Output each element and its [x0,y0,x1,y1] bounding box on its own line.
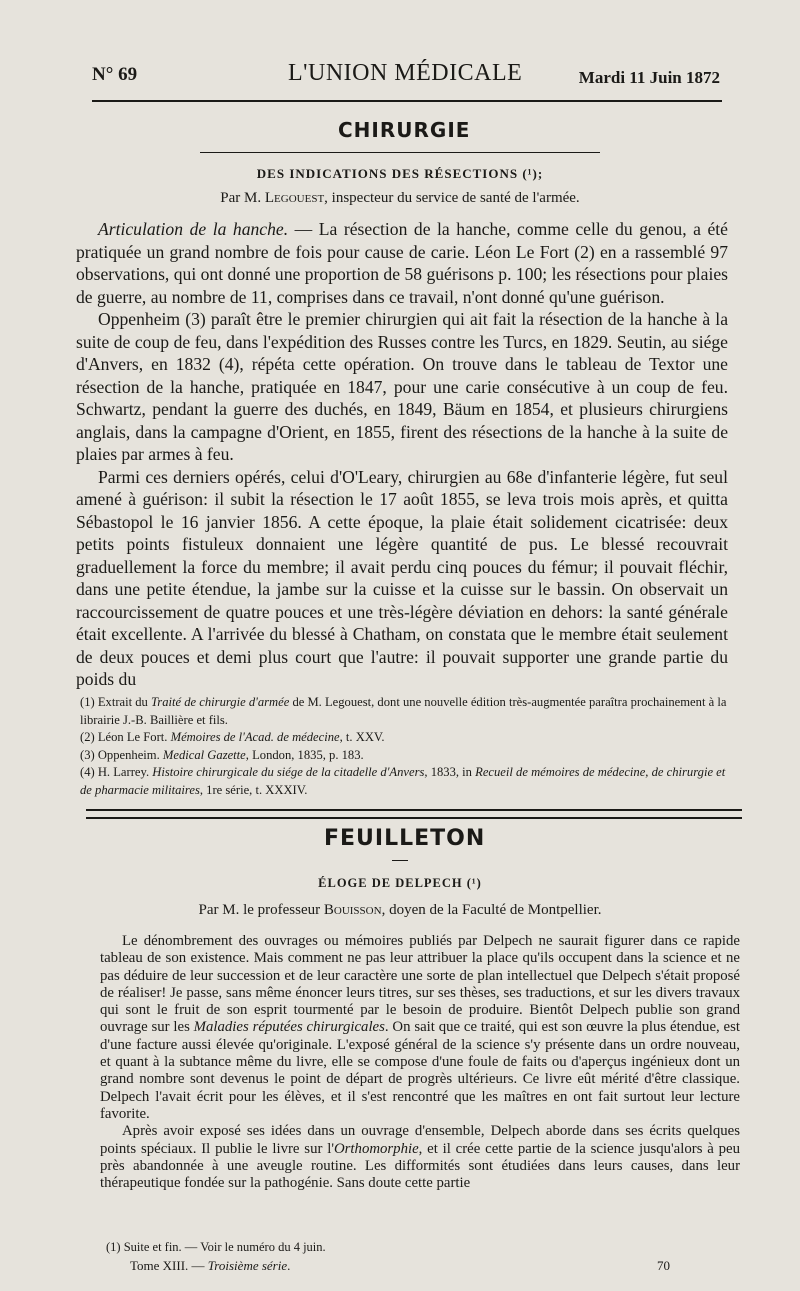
paragraph: Parmi ces derniers opérés, celui d'O'Leary, chirurgien au 68e d'infanterie légère, fut seul amené à guérison: il subit la résection le 17 août 1855, se leva trois mois après, et quitta Sébastopol le 16 janvier 1856. A cette époque, la plaie était solidement cicatrisée: deux petits points fistuleux donnaient une légère quantité de pus. Le blessé recouvrait graduellement la force du membre; il avait perdu cinq pouces du fémur; il pouvait fléchir, dans une petite étendue, la jambe sur la cuisse et la cuisse sur le bassin. On observait un raccourcissement de quatre pouces et une très-légère déviation en dehors: la santé générale était excellente. A l'arrivée du blessé à Chatham, on constata que le membre était seulement de deux pouces et demi plus court que l'autre: il pouvait supporter une grande partie du poids du [76,466,728,689]
paragraph [76,218,728,308]
section-rule [200,152,600,153]
article-body [76,218,728,691]
fn-text: , t. XXV. [339,730,385,744]
author-name: Legouest [264,190,325,206]
journal-title: L'UNION MÉDICALE [288,60,523,86]
author-name: Bouisson [323,902,382,918]
fn-text: (1) Extrait du [80,695,151,709]
fn-text: , 1833, in [424,765,476,779]
feuilleton-body [100,933,740,1192]
section-title-chirurgie: CHIRURGIE [338,118,471,142]
footnote [80,729,740,747]
author-prefix: Par M. le professeur [198,902,324,918]
header-rule [92,100,722,102]
paragraph-italic: Orthomorphie [333,1140,419,1157]
feuilleton-author [0,902,800,919]
paragraph-text: Après avoir exposé ses idées dans un ouvrage d'ensemble, Delpech aborde dans ses écrits quelques points spéciaux. Il publie le livre sur l' [100,1123,740,1157]
issue-number: N° 69 [92,64,138,85]
page-number: 70 [657,1258,670,1273]
fn-text: , 1re série, t. XXXIV. [199,782,308,797]
footnote [80,694,740,729]
fn-text: (3) Oppenheim. [80,747,163,762]
footnote [80,764,740,799]
article-author [0,190,800,207]
tome-italic: Troisième série [207,1258,288,1273]
section-title-feuilleton: FEUILLETON [324,826,486,851]
fn-text: (2) Léon Le Fort. [80,730,171,744]
fn-text: de M. Legouest, dont une nouvelle édition très-augmentée paraîtra prochainement à la librairie J.-B. Baillière et fils. [80,695,727,727]
fn-italic: Mémoires de l'Acad. de médecine [170,730,340,744]
paragraph-italic: Maladies réputées chirurgicales [193,1019,385,1036]
title-dash [392,860,408,861]
fn-italic: Recueil de mémoires de médecine, de chirurgie et de pharmacie militaires [80,765,726,797]
footnote [80,747,740,765]
author-suffix: , inspecteur du service de santé de l'armée. [324,190,580,206]
paragraph-text: , et il crée cette partie de la science jusqu'alors à peu près abandonnée à une aveugle routine. Les difformités sont étudiées dans leurs causes, dans leur thérapeutique fondée sur la pathogénie. Sans doute cette partie [100,1140,740,1192]
tome-line [130,1258,290,1274]
tome-text: Tome XIII. — [130,1258,208,1273]
fn-italic: Medical Gazette [162,747,246,762]
paragraph [100,933,740,1123]
paragraph: Oppenheim (3) paraît être le premier chirurgien qui ait fait la résection de la hanche à la suite de coup de feu, dans l'expédition des Russes contre les Turcs, en 1829. Seutin, au siége d'Anvers, en 1832 (4), répéta cette opération. On trouve dans le tableau de Textor une résection de la hanche, pratiquée en 1847, pour une carie consécutive à un coup de feu. Schwartz, pendant la guerre des duchés, en 1849, Bäum en 1854, et plusieurs chirurgiens anglais, dans la campagne d'Orient, en 1855, firent des résections de la hanche à la suite de plaies par armes à feu. [76,309,728,464]
fn-text: (4) H. Larrey. [80,765,153,779]
fn-italic: Traité de chirurgie d'armée [151,695,290,709]
paragraph-text: — La résection de la hanche, comme celle du genou, a été pratiquée un grand nombre de fois pour cause de carie. Léon Le Fort (2) en a rassemblé 97 observations, qui ont donné une proportion de 58 guérisons p. 100; les résections pour plaies de guerre, au nombre de 11, comprises dans ce travail, n'ont donné qu'une guérison. [76,219,728,307]
page-header [92,60,720,90]
author-prefix: Par M. [220,190,265,206]
fn-text: , London, 1835, p. 183. [245,747,364,762]
paragraph [100,1123,740,1192]
paragraph-text: . On sait que ce traité, qui est son œuvre la plus étendue, est d'une facture aussi élevée qu'originale. L'exposé général de la science s'y présente dans un ordre nouveau, et quant à la subtance même du livre, elle se compose d'une foule de faits ou d'aperçus ingénieux dont un grand nombre sont devenus le point de départ de progrès ultérieurs. Ce livre eût mérité d'être classique. Delpech l'avait écrit pour les élèves, et il s'est rencontré que les maîtres en ont fait surtout leur lecture favorite. [100,1019,740,1122]
feuilleton-subtitle: ÉLOGE DE DELPECH (¹) [318,876,482,890]
tome-end: . [287,1258,291,1273]
feuilleton-footnote: (1) Suite et fin. — Voir le numéro du 4 juin. [106,1240,326,1254]
paragraph-text: Le dénombrement des ouvrages ou mémoires publiés par Delpech ne saurait figurer dans ce rapide tableau de son existence. Mais comment ne pas leur attribuer la place qu'ils occupent dans la science et ne pas déduire de leur succession et de leur caractère une sorte de plan intellectuel que Delpech s'était proposé de réaliser! Je passe, sans même énoncer leurs titres, sur ses thèses, ses traductions, et sur les divers travaux qui sont le fruit de son esprit tourmenté par le besoin de produire. Bientôt Delpech publie son grand ouvrage sur les [100,933,740,1036]
double-rule [86,809,742,819]
issue-date: Mardi 11 Juin 1872 [578,68,720,87]
article-subtitle: DES INDICATIONS DES RÉSECTIONS (¹); [256,166,544,181]
author-suffix: , doyen de la Faculté de Montpellier. [381,902,602,918]
footnotes [80,694,740,799]
fn-italic: Histoire chirurgicale du siége de la citadelle d'Anvers [152,765,425,779]
lead-italic: Articulation de la hanche. [98,219,289,239]
